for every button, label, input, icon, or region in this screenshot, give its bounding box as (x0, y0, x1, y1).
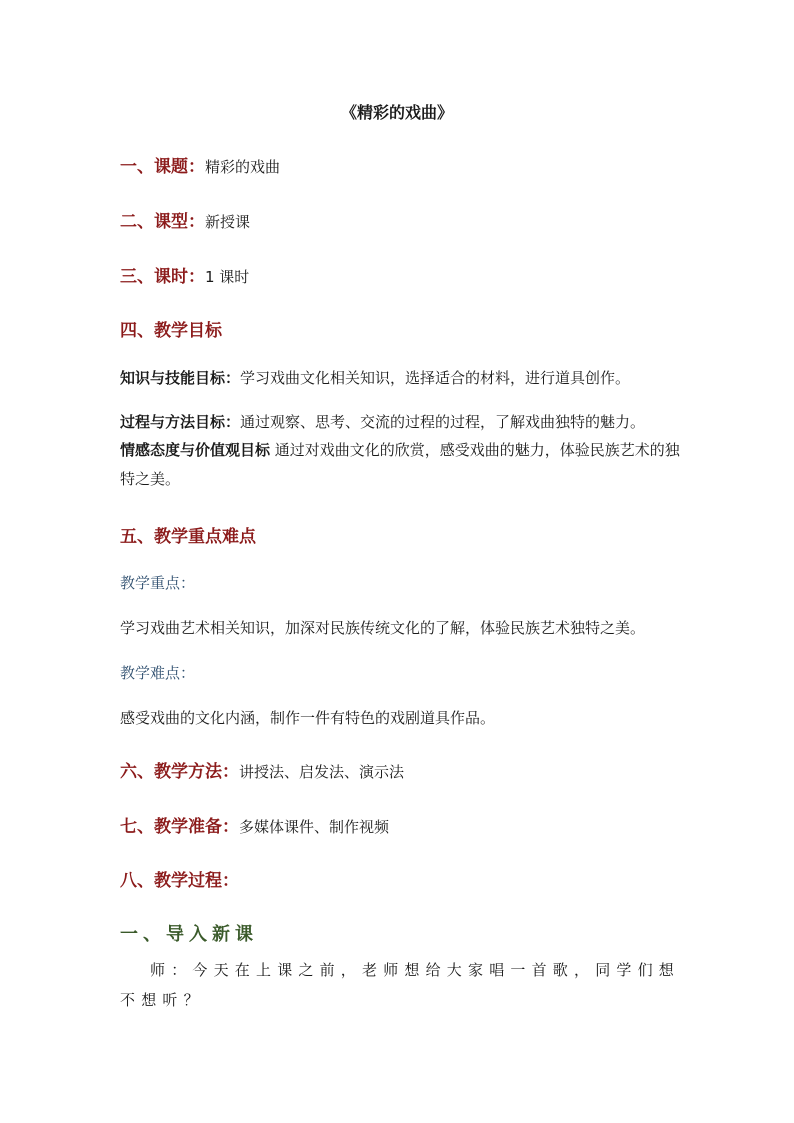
key-point-label: 教学重点： (120, 574, 196, 592)
objective-process-label: 过程与方法目标： (120, 413, 241, 431)
process-heading-line (120, 866, 680, 891)
objective-emotion (120, 436, 680, 494)
methods-label: 六、教学方法： (120, 762, 239, 782)
type-line (120, 207, 680, 232)
prep-line (120, 812, 680, 837)
objective-emotion-text: 通过对戏曲文化的欣赏，感受戏曲的魅力，体验民族艺术的独特之美。 (120, 441, 680, 488)
objectives-heading-line (120, 316, 680, 341)
prep-label: 七、教学准备： (120, 817, 239, 837)
intro-heading: 一、导入新课 (120, 924, 258, 945)
process-heading: 八、教学过程： (120, 871, 239, 891)
difficulty-text: 感受戏曲的文化内涵，制作一件有特色的戏剧道具作品。 (120, 709, 496, 727)
objective-knowledge-text: 学习戏曲文化相关知识，选择适合的材料，进行道具创作。 (240, 369, 631, 387)
topic-line (120, 152, 680, 177)
key-point-text: 学习戏曲艺术相关知识，加深对民族传统文化的了解，体验民族艺术独特之美。 (120, 619, 646, 637)
methods-value: 讲授法、启发法、演示法 (239, 763, 405, 781)
topic-label: 一、课题： (120, 157, 205, 177)
period-label: 三、课时： (120, 267, 205, 287)
difficulty-label-line (120, 662, 680, 683)
key-point-label-line (120, 572, 680, 593)
difficulty-label: 教学难点： (120, 664, 196, 682)
period-value: 1 课时 (205, 268, 250, 286)
topic-value: 精彩的戏曲 (205, 158, 281, 176)
prep-value: 多媒体课件、制作视频 (239, 818, 390, 836)
objective-knowledge-label: 知识与技能目标： (120, 369, 241, 387)
objectives-heading: 四、教学目标 (120, 321, 222, 341)
page-title: 《精彩的戏曲》 (340, 103, 453, 122)
difficulty-text-line (120, 707, 680, 728)
objective-knowledge (120, 367, 680, 388)
intro-paragraph: 师：今天在上课之前，老师想给大家唱一首歌，同学们想不想听？ (120, 961, 681, 1009)
key-difficulty-heading: 五、教学重点难点 (120, 527, 256, 547)
type-label: 二、课型： (120, 212, 205, 232)
methods-line (120, 757, 680, 782)
objective-process (120, 411, 680, 432)
objective-emotion-label: 情感态度与价值观目标 (120, 441, 271, 459)
key-heading-line (120, 522, 680, 547)
period-line (120, 262, 680, 287)
key-point-text-line (120, 617, 680, 638)
objective-process-text: 通过观察、思考、交流的过程的过程，了解戏曲独特的魅力。 (240, 413, 646, 431)
intro-heading-line (120, 920, 680, 946)
type-value: 新授课 (205, 213, 251, 231)
